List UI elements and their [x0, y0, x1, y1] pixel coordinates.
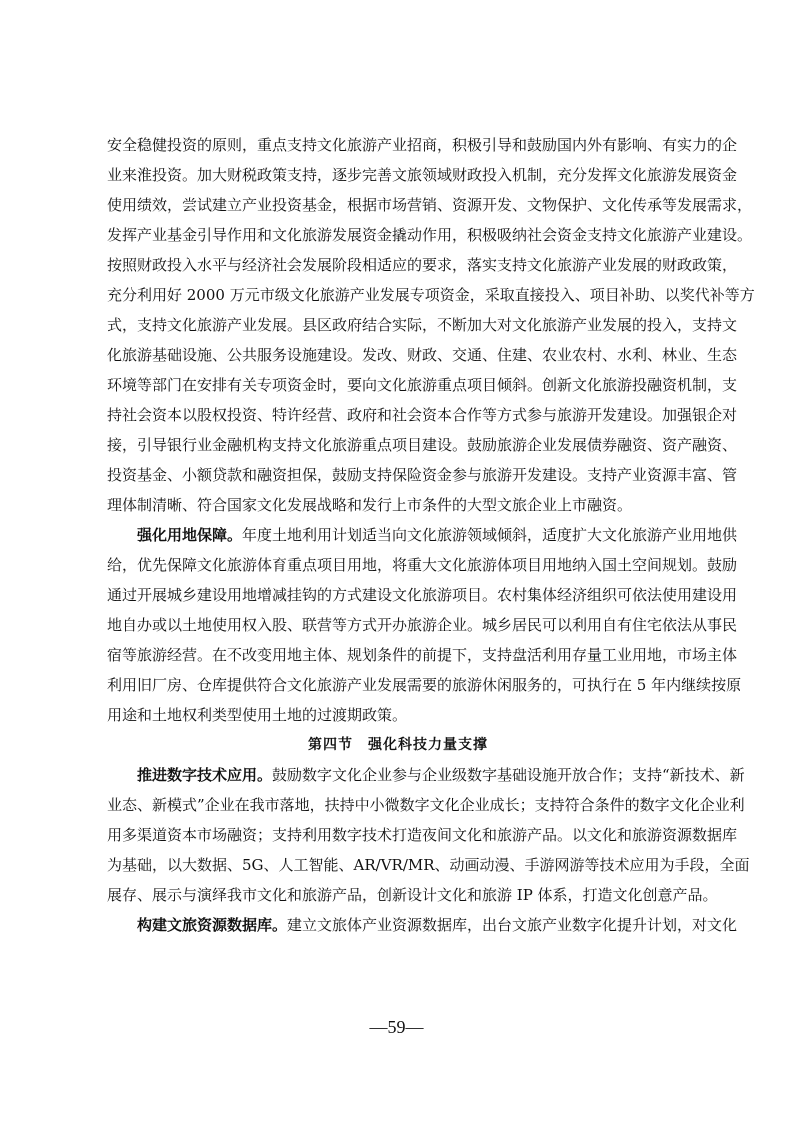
paragraph-land-use — [107, 520, 742, 730]
paragraph-text: 建立文旅体产业资源数据库，出台文旅产业数字化提升计划，对文化 — [287, 916, 738, 934]
text-line: 安全稳健投资的原则，重点支持文化旅游产业招商，积极引导和鼓励国内外有影响、有实力的企 — [107, 136, 738, 154]
text-line: 持社会资本以股权投资、特许经营、政府和社会资本合作等方式参与旅游开发建设。加强银企对 — [107, 406, 738, 424]
text-line: 用多渠道资本市场融资；支持利用数字技术打造夜间文化和旅游产品。以文化和旅游资源数据库 — [107, 826, 738, 844]
text-line: 发挥产业基金引导作用和文化旅游发展资金撬动作用，积极吸纳社会资金支持文化旅游产业建设。 — [107, 226, 753, 244]
text-line: 理体制清晰、符合国家文化发展战略和发行上市条件的大型文旅企业上市融资。 — [107, 496, 633, 514]
text-line — [107, 760, 745, 790]
text-line: 宿等旅游经营。在不改变用地主体、规划条件的前提下，支持盘活利用存量工业用地，市场主体 — [107, 646, 738, 664]
text-line: 投资基金、小额贷款和融资担保，鼓励支持保险资金参与旅游开发建设。支持产业资源丰富、管 — [107, 466, 738, 484]
text-line: 为基础，以大数据、5G、人工智能、AR/VR/MR、动画动漫、手游网游等技术应用为手段，全面 — [107, 856, 750, 874]
text-line — [107, 520, 738, 550]
text-line: 式，支持文化旅游产业发展。县区政府结合实际，不断加大对文化旅游产业发展的投入，支持文 — [107, 316, 738, 334]
text-line: 业态、新模式”企业在我市落地，扶持中小微数字文化企业成长；支持符合条件的数字文化企业利 — [107, 796, 745, 814]
paragraph-lead: 强化用地保障。 — [137, 526, 243, 544]
paragraph-text: 鼓励数字文化企业参与企业级数字基础设施开放合作；支持“新技术、新 — [272, 766, 745, 784]
text-line: 通过开展城乡建设用地增减挂钩的方式建设文化旅游项目。农村集体经济组织可依法使用建设用 — [107, 586, 738, 604]
text-line: 业来淮投资。加大财税政策支持，逐步完善文旅领域财政投入机制，充分发挥文化旅游发展资金 — [107, 166, 738, 184]
text-line: 展存、展示与演绎我市文化和旅游产品，创新设计文化和旅游 IP 体系，打造文化创意产品。 — [107, 886, 718, 904]
text-line: 利用旧厂房、仓库提供符合文化旅游产业发展需要的旅游休闲服务的，可执行在 5 年内继续按原 — [107, 676, 742, 694]
text-line: 充分利用好 2000 万元市级文化旅游产业发展专项资金，采取直接投入、项目补助、以奖代补等方 — [107, 286, 755, 304]
text-line: 用途和土地权利类型使用土地的过渡期政策。 — [107, 706, 408, 724]
text-line: 环境等部门在安排有关专项资金时，要向文化旅游重点项目倾斜。创新文化旅游投融资机制，支 — [107, 376, 738, 394]
text-line: 地自办或以土地使用权入股、联营等方式开办旅游企业。城乡居民可以利用自有住宅依法从事民 — [107, 616, 738, 634]
text-line: 按照财政投入水平与经济社会发展阶段相适应的要求，落实支持文化旅游产业发展的财政政策， — [107, 256, 738, 274]
text-line: 接，引导银行业金融机构支持文化旅游重点项目建设。鼓励旅游企业发展债券融资、资产融资、 — [107, 436, 738, 454]
section-heading: 第四节 强化科技力量支撑 — [308, 737, 488, 753]
text-line — [107, 910, 738, 940]
paragraph-text: 年度土地利用计划适当向文化旅游领域倾斜，适度扩大文化旅游产业用地供 — [242, 526, 738, 544]
paragraph-lead: 构建文旅资源数据库。 — [137, 916, 288, 934]
page-number: —59— — [369, 1017, 424, 1037]
text-line: 使用绩效，尝试建立产业投资基金，根据市场营销、资源开发、文物保护、文化传承等发展需求， — [107, 196, 753, 214]
paragraph-digital-tech — [107, 760, 750, 910]
paragraph-resource-database — [107, 910, 738, 940]
paragraph-lead: 推进数字技术应用。 — [137, 766, 273, 784]
text-line: 给，优先保障文化旅游体育重点项目用地，将重大文化旅游体项目用地纳入国土空间规划。鼓励 — [107, 556, 738, 574]
paragraph-investment — [107, 130, 755, 520]
text-line: 化旅游基础设施、公共服务设施建设。发改、财政、交通、住建、农业农村、水利、林业、生态 — [107, 346, 738, 364]
page-body — [107, 130, 755, 940]
